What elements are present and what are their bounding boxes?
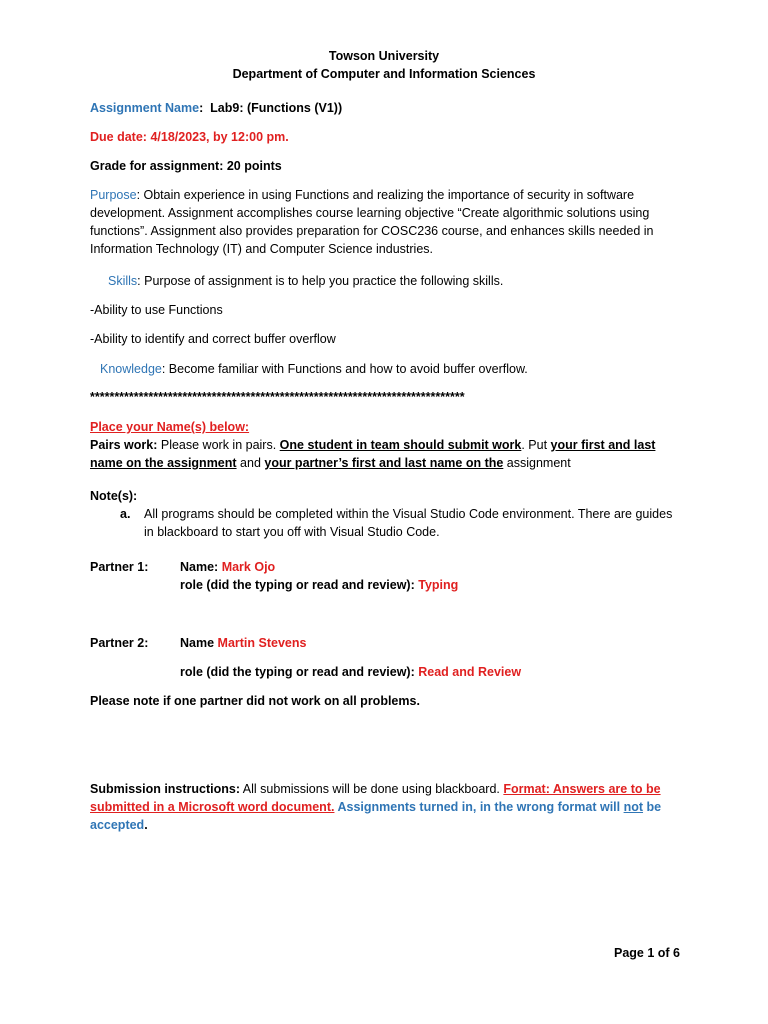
- assignment-name-value: Lab9: (Functions (V1)): [210, 101, 343, 115]
- due-date-label: Due date: [90, 130, 143, 144]
- assignment-name-line: Assignment Name: Lab9: (Functions (V1)): [90, 101, 343, 115]
- skills-text: : Purpose of assignment is to help you practice the following skills.: [137, 274, 504, 288]
- partner-note: Please note if one partner did not work on all problems.: [90, 694, 420, 708]
- note-text: All programs should be completed within the Visual Studio Code environment. There are guides in blackboard to start you off with Visual Studio Code.: [144, 507, 673, 539]
- partner2-block: Partner 2: Name Martin Stevens role (did the typing or read and review): Read and Review: [90, 636, 522, 679]
- assignment-name-label: Assignment Name: [90, 101, 200, 115]
- pairs-paragraph: Pairs work: Please work in pairs. One student in team should submit work. Put your first and last name on the assignment and your partner’s first and last name on the assignment: [90, 438, 656, 470]
- due-date-value: 4/18/2023, by 12:00 pm.: [150, 130, 289, 144]
- knowledge-label: Knowledge: [100, 362, 162, 376]
- knowledge-text: : Become familiar with Functions and how to avoid buffer overflow.: [161, 362, 528, 376]
- separator: *****************************************************************************: [90, 390, 465, 404]
- skills-line: [90, 272, 708, 290]
- university-title: Towson University: [328, 49, 440, 63]
- partner2-name: Martin Stevens: [217, 636, 307, 650]
- purpose-label: Purpose: [90, 188, 137, 202]
- note-item: [90, 505, 690, 541]
- skill-item: -Ability to use Functions: [90, 303, 223, 317]
- purpose-text: : Obtain experience in using Functions and realizing the importance of security in software development. Assignment accomplishes course learning objective “Create algorithmic solutions using functions”. Assignment also provides preparation for COSC236 course, and enhances skills needed in Information Technology (IT) and Computer Science industries.: [90, 188, 654, 256]
- grade-line: Grade for assignment: 20 points: [90, 159, 282, 173]
- purpose-paragraph: [90, 186, 690, 258]
- due-date-line: Due date: 4/18/2023, by 12:00 pm.: [90, 130, 289, 144]
- partner1-block: Partner 1: Name: Mark Ojo role (did the typing or read and review): Typing: [90, 560, 459, 592]
- skills-label: Skills: [108, 274, 138, 288]
- skill-item: -Ability to identify and correct buffer overflow: [90, 332, 336, 346]
- knowledge-line: [90, 360, 700, 378]
- department-title: Department of Computer and Information Sciences: [232, 67, 536, 81]
- partner1-role: Typing: [418, 578, 459, 592]
- submission-paragraph: Submission instructions: All submissions will be done using blackboard. Format: Answers are to be submitted in a Microsoft word document. Assignments turned in, in the wrong format will not be accepted.: [90, 782, 662, 832]
- partner2-role: Read and Review: [418, 665, 522, 679]
- notes-label: Note(s):: [90, 489, 138, 503]
- page-number: Page 1 of 6: [614, 946, 680, 960]
- partner1-name: Mark Ojo: [221, 560, 276, 574]
- names-heading: Place your Name(s) below:: [90, 420, 250, 434]
- note-marker: a.: [120, 507, 131, 521]
